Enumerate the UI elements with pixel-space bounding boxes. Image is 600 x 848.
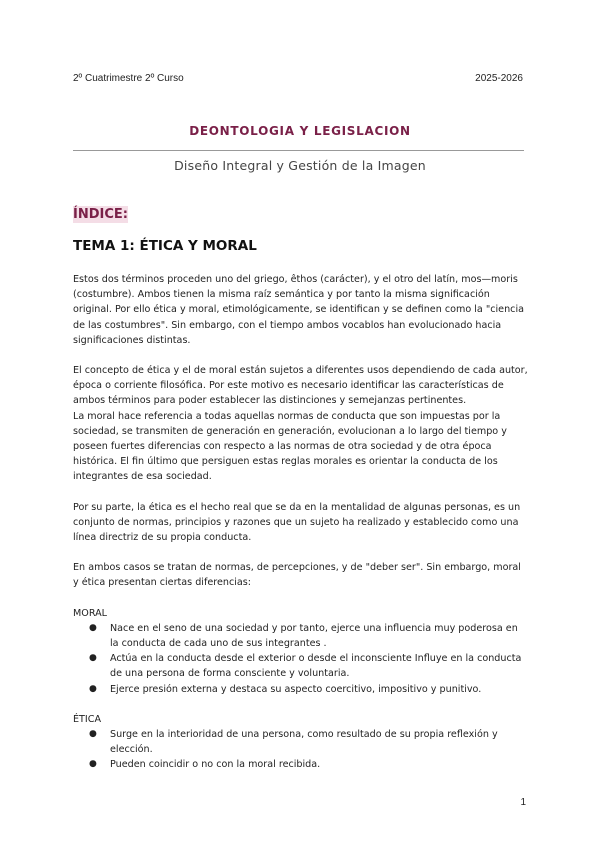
paragraph: En ambos casos se tratan de normas, de percepciones, y de "deber ser". Sin embargo, moral y ética presentan ciertas diferencias: xyxy=(73,562,521,589)
title-divider xyxy=(73,150,524,151)
page-number: 1 xyxy=(520,797,526,808)
moral-label: MORAL xyxy=(73,607,108,619)
document-subtitle: Diseño Integral y Gestión de la Imagen xyxy=(174,158,426,173)
paragraph: Estos dos términos proceden uno del griego, êthos (carácter), y el otro del latín, mos—moris (costumbre). Ambos tienen la misma raíz semántica y por tanto la misma significación original. Por ello ética y moral, etimológicamente, se identifican y se definen como la "ciencia de las costumbres". Sin embargo, con el tiempo ambos vocablos han evolucionado hacia significaciones distintas. xyxy=(73,274,524,346)
bullet-icon: ● xyxy=(89,622,97,633)
etica-label: ÉTICA xyxy=(73,713,102,725)
bullet-icon: ● xyxy=(89,729,97,740)
header-course: 2º Cuatrimestre 2º Curso xyxy=(73,73,184,84)
body-text xyxy=(73,272,529,773)
list-item: ● Surge en la interioridad de una persona, como resultado de su propia reflexión y elección. xyxy=(89,729,498,756)
bullet-icon: ● xyxy=(89,683,97,694)
bullet-icon: ● xyxy=(89,759,97,770)
list-item: ● Actúa en la conducta desde el exterior o desde el inconsciente Influye en la conducta de una persona de forma consciente y voluntaria. xyxy=(89,653,522,680)
list-item: ● Nace en el seno de una sociedad y por tanto, ejerce una influencia muy poderosa en la conducta de cada uno de sus integrantes . xyxy=(89,622,518,650)
paragraph: El concepto de ética y el de moral están sujetos a diferentes usos dependiendo de cada autor, época o corriente filosófica. Por este motivo es necesario identificar las características de ambos términos para poder establecer las distinciones y semejanzas pertinentes. xyxy=(73,365,528,407)
topic-heading: TEMA 1: ÉTICA Y MORAL xyxy=(73,238,257,254)
bullet-icon: ● xyxy=(89,653,97,664)
list-item: ● Pueden coincidir o no con la moral recibida. xyxy=(73,757,529,772)
paragraph: La moral hace referencia a todas aquellas normas de conducta que son impuestas por la sociedad, se transmiten de generación en generación, evolucionan a lo largo del tiempo y poseen fuertes diferencias con respecto a las normas de otra sociedad y de otra época histórica. El fin último que persiguen estas reglas morales es orientar la conducta de los integrantes de esa sociedad. xyxy=(73,410,507,483)
document-title: DEONTOLOGIA Y LEGISLACION xyxy=(189,124,411,138)
header-year: 2025-2026 xyxy=(475,73,523,84)
paragraph: Por su parte, la ética es el hecho real que se da en la mentalidad de algunas personas, es un conjunto de normas, principios y razones que un sujeto ha realizado y establecido como una línea directriz de su propia conducta. xyxy=(73,501,521,544)
etica-list xyxy=(73,727,529,773)
moral-list xyxy=(73,621,529,697)
list-item: ● Ejerce presión externa y destaca su aspecto coercitivo, impositivo y punitivo. xyxy=(73,682,529,697)
index-heading: ÍNDICE: xyxy=(73,207,128,222)
